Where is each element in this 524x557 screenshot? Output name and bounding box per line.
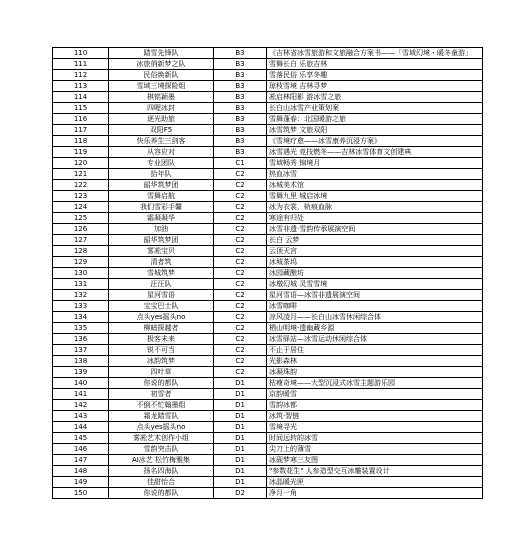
cell-project-title[interactable]: 雪韵冰都 [267, 400, 483, 411]
cell-team-name[interactable]: 星河雪语 [109, 290, 214, 301]
cell-project-title[interactable]: 热血冰雪 [267, 169, 483, 180]
cell-team-name[interactable]: 点头yes摇头no [109, 312, 214, 323]
cell-number[interactable]: 131 [53, 279, 109, 290]
cell-project-title[interactable]: 冰凝珠韵 [267, 367, 483, 378]
cell-number[interactable]: 125 [53, 213, 109, 224]
cell-team-name[interactable]: 快乐养生三剑客 [109, 136, 214, 147]
table-row [53, 246, 483, 257]
cell-project-title[interactable]: 时间远转的冰雪 [267, 433, 483, 444]
cell-number[interactable]: 145 [53, 433, 109, 444]
cell-group[interactable]: B3 [214, 48, 267, 59]
cell-group[interactable]: C2 [214, 279, 267, 290]
table-row [53, 213, 483, 224]
table-row [53, 433, 483, 444]
cell-project-title[interactable]: 京韵暖雪 [267, 389, 483, 400]
cell-team-name[interactable]: 不倒不忙翰墨组 [109, 400, 214, 411]
cell-team-name[interactable]: AI冰艺 松竹梅雅集 [109, 455, 214, 466]
cell-project-title[interactable]: 寒途有归处 [267, 213, 483, 224]
table-row [53, 114, 483, 125]
cell-team-name[interactable]: 宝宝巴士队 [109, 301, 214, 312]
cell-group[interactable]: B3 [214, 81, 267, 92]
cell-team-name[interactable]: 扬名四海队 [109, 466, 214, 477]
table-row [53, 202, 483, 213]
table-row [53, 301, 483, 312]
cell-number[interactable]: 141 [53, 389, 109, 400]
cell-group[interactable]: D1 [214, 466, 267, 477]
cell-project-title[interactable]: 冰为衣裳，轨痕血脉 [267, 202, 483, 213]
table-row [53, 268, 483, 279]
cell-team-name[interactable]: 锐不可当 [109, 345, 214, 356]
cell-project-title[interactable]: 尖刀上的薄雪 [267, 444, 483, 455]
cell-number[interactable]: 140 [53, 378, 109, 389]
table-row [53, 323, 483, 334]
cell-group[interactable]: D1 [214, 444, 267, 455]
table-row [53, 444, 483, 455]
cell-number[interactable]: 127 [53, 235, 109, 246]
cell-group[interactable]: C2 [214, 235, 267, 246]
cell-team-name[interactable]: 雾凇艺术创作小组 [109, 433, 214, 444]
cell-number[interactable]: 122 [53, 180, 109, 191]
table-row [53, 400, 483, 411]
cell-number[interactable]: 132 [53, 290, 109, 301]
cell-number[interactable]: 124 [53, 202, 109, 213]
cell-number[interactable]: 121 [53, 169, 109, 180]
cell-number[interactable]: 130 [53, 268, 109, 279]
cell-group[interactable]: B3 [214, 125, 267, 136]
cell-number[interactable]: 143 [53, 411, 109, 422]
cell-number[interactable]: 128 [53, 246, 109, 257]
cell-team-name[interactable]: 加油 [109, 224, 214, 235]
table-row [53, 158, 483, 169]
cell-project-title[interactable]: 冰雪筑梦 文旅双阳 [267, 125, 483, 136]
cell-team-name[interactable]: 韶华筑梦团 [109, 235, 214, 246]
table-row [53, 290, 483, 301]
cell-number[interactable]: 146 [53, 444, 109, 455]
cell-team-name[interactable]: 佳甜怡合 [109, 477, 214, 488]
cell-group[interactable]: D1 [214, 378, 267, 389]
cell-team-name[interactable]: 雪域三境探险组 [109, 81, 214, 92]
cell-project-title[interactable]: 栖山明境·遗幽藏乡源 [267, 323, 483, 334]
table-row [53, 180, 483, 191]
cell-number[interactable]: 126 [53, 224, 109, 235]
cell-number[interactable]: 110 [53, 48, 109, 59]
table-row [53, 334, 483, 345]
cell-team-name[interactable]: 专业团队 [109, 158, 214, 169]
cell-group[interactable]: B3 [214, 114, 267, 125]
cell-number[interactable]: 137 [53, 345, 109, 356]
cell-group[interactable]: B3 [214, 59, 267, 70]
cell-number[interactable]: 114 [53, 92, 109, 103]
cell-group[interactable]: D2 [214, 488, 267, 499]
cell-group[interactable]: C2 [214, 224, 267, 235]
cell-team-name[interactable]: 韶华筑梦团 [109, 180, 214, 191]
table-row [53, 345, 483, 356]
cell-group[interactable]: C2 [214, 334, 267, 345]
cell-group[interactable]: D1 [214, 400, 267, 411]
cell-group[interactable]: B3 [214, 147, 267, 158]
cell-group[interactable]: C2 [214, 312, 267, 323]
cell-number[interactable]: 123 [53, 191, 109, 202]
cell-number[interactable]: 113 [53, 81, 109, 92]
cell-team-name[interactable]: 四叶草 [109, 367, 214, 378]
cell-project-title[interactable]: 琼枝雪境 吉林寻梦 [267, 81, 483, 92]
table-row [53, 169, 483, 180]
cell-group[interactable]: C2 [214, 356, 267, 367]
cell-group[interactable]: C2 [214, 268, 267, 279]
cell-team-name[interactable]: 踏雪先锋队 [109, 48, 214, 59]
cell-team-name[interactable]: 四喔冰封 [109, 103, 214, 114]
cell-project-title[interactable]: 冰城茶坞 [267, 257, 483, 268]
table-row [53, 378, 483, 389]
table-row [53, 136, 483, 147]
cell-team-name[interactable]: 民俗焕新队 [109, 70, 214, 81]
cell-team-name[interactable]: 棋铭颖墨 [109, 92, 214, 103]
cell-group[interactable]: C2 [214, 191, 267, 202]
cell-team-name[interactable]: 霜龙踏雪队 [109, 411, 214, 422]
cell-team-name[interactable]: 点头yes摇头no [109, 422, 214, 433]
table-row [53, 422, 483, 433]
cell-number[interactable]: 115 [53, 103, 109, 114]
table-row [53, 477, 483, 488]
cell-project-title[interactable]: 冰雪遇光 竞技燃冬——吉林冰雪体育文创建典 [267, 147, 483, 158]
cell-group[interactable]: C2 [214, 169, 267, 180]
table-body [53, 48, 483, 499]
table-row [53, 367, 483, 378]
cell-team-name[interactable]: 双阳F5 [109, 125, 214, 136]
spreadsheet-table [52, 47, 483, 499]
cell-number[interactable]: 148 [53, 466, 109, 477]
cell-team-name[interactable]: 冰韵筑梦 [109, 356, 214, 367]
cell-group[interactable]: C2 [214, 202, 267, 213]
cell-team-name[interactable]: 逐光助旅 [109, 114, 214, 125]
table-row [53, 356, 483, 367]
cell-project-title[interactable]: 光影森林 [267, 356, 483, 367]
cell-group[interactable]: B3 [214, 92, 267, 103]
cell-project-title[interactable]: 雪舞九里 城启冰境 [267, 191, 483, 202]
cell-team-name[interactable]: 极客未来 [109, 334, 214, 345]
cell-project-title[interactable]: 冰晶暖光匣 [267, 477, 483, 488]
table-row [53, 70, 483, 81]
cell-number[interactable]: 117 [53, 125, 109, 136]
table-row [53, 389, 483, 400]
cell-group[interactable]: C2 [214, 213, 267, 224]
cell-number[interactable]: 111 [53, 59, 109, 70]
cell-number[interactable]: 142 [53, 400, 109, 411]
cell-team-name[interactable]: 你说的都队 [109, 378, 214, 389]
cell-group[interactable]: D1 [214, 422, 267, 433]
cell-project-title[interactable]: 枯瘦奇境——大型沉浸式冰雪主题游乐园 [267, 378, 483, 389]
cell-project-title[interactable]: 不止于居住 [267, 345, 483, 356]
cell-project-title[interactable]: 冰雪非遗·雪韵传承展演空间 [267, 224, 483, 235]
cell-group[interactable]: C2 [214, 301, 267, 312]
table-row [53, 455, 483, 466]
cell-team-name[interactable]: 汪汪队 [109, 279, 214, 290]
cell-team-name[interactable]: 清者筑 [109, 257, 214, 268]
cell-group[interactable]: D1 [214, 411, 267, 422]
cell-project-title[interactable]: 《雪境疗愈——冰雪康养沉浸方案》 [267, 136, 483, 147]
cell-group[interactable]: B3 [214, 70, 267, 81]
cell-team-name[interactable]: 拾年队 [109, 169, 214, 180]
cell-group[interactable]: C2 [214, 323, 267, 334]
table-row [53, 147, 483, 158]
table-row [53, 224, 483, 235]
cell-project-title[interactable]: 雪域畅秀 锦境月 [267, 158, 483, 169]
table-row [53, 191, 483, 202]
cell-team-name[interactable]: 霜凝凝华 [109, 213, 214, 224]
cell-number[interactable]: 112 [53, 70, 109, 81]
cell-project-title[interactable]: 冰墩幻城 灵雪雪境 [267, 279, 483, 290]
cell-number[interactable]: 120 [53, 158, 109, 169]
cell-project-title[interactable]: 冰雪驿站—冰雪运动休闲综合体 [267, 334, 483, 345]
cell-team-name[interactable]: 从容应对 [109, 147, 214, 158]
table-row [53, 312, 483, 323]
cell-project-title[interactable]: 冰雪咖啡 [267, 301, 483, 312]
cell-project-title[interactable]: 星河雪语—冰雪非遗展演空间 [267, 290, 483, 301]
cell-group[interactable]: C2 [214, 290, 267, 301]
cell-project-title[interactable]: 净月一角 [267, 488, 483, 499]
table-row [53, 125, 483, 136]
cell-number[interactable]: 138 [53, 356, 109, 367]
cell-number[interactable]: 129 [53, 257, 109, 268]
table-row [53, 92, 483, 103]
cell-group[interactable]: D1 [214, 389, 267, 400]
table-row [53, 103, 483, 114]
cell-group[interactable]: C1 [214, 158, 267, 169]
cell-number[interactable]: 136 [53, 334, 109, 345]
table-row [53, 235, 483, 246]
cell-project-title[interactable]: 冰园藏酿坊 [267, 268, 483, 279]
cell-project-title[interactable]: "参数花生" 人参造型交互冰雕装置设计 [267, 466, 483, 477]
cell-team-name[interactable]: 雪城筑梦 [109, 268, 214, 279]
cell-team-name[interactable]: 雾凇宝贝 [109, 246, 214, 257]
cell-project-title[interactable]: 凇启林阳影 游冰雪之旅 [267, 92, 483, 103]
cell-project-title[interactable]: 冰筑·智链 [267, 411, 483, 422]
cell-team-name[interactable]: 柳暗探越者 [109, 323, 214, 334]
cell-project-title[interactable]: 凉风凌月——长白山冰雪休闲综合体 [267, 312, 483, 323]
cell-team-name[interactable]: 我们雪彩手馨 [109, 202, 214, 213]
cell-project-title[interactable]: 长白山冰雪产业策划案 [267, 103, 483, 114]
table-row [53, 81, 483, 92]
cell-group[interactable]: C2 [214, 180, 267, 191]
cell-number[interactable]: 116 [53, 114, 109, 125]
cell-number[interactable]: 133 [53, 301, 109, 312]
cell-group[interactable]: D1 [214, 477, 267, 488]
cell-group[interactable]: C2 [214, 257, 267, 268]
cell-group[interactable]: C2 [214, 246, 267, 257]
cell-project-title[interactable]: 冰城美术馆 [267, 180, 483, 191]
cell-project-title[interactable]: 雪落民俗 乐享冬趣 [267, 70, 483, 81]
cell-number[interactable]: 118 [53, 136, 109, 147]
cell-project-title[interactable]: 长白 云梦 [267, 235, 483, 246]
cell-group[interactable]: C2 [214, 367, 267, 378]
cell-team-name[interactable]: 雪舞启航 [109, 191, 214, 202]
table-row [53, 48, 483, 59]
table-row [53, 466, 483, 477]
table-row [53, 257, 483, 268]
cell-number[interactable]: 134 [53, 312, 109, 323]
cell-project-title[interactable]: 雪舞蓬春：北国暖游之旅 [267, 114, 483, 125]
cell-group[interactable]: D1 [214, 455, 267, 466]
cell-number[interactable]: 150 [53, 488, 109, 499]
cell-project-title[interactable]: 冰砚梦寒三友图 [267, 455, 483, 466]
cell-group[interactable]: B3 [214, 136, 267, 147]
cell-group[interactable]: C2 [214, 345, 267, 356]
cell-number[interactable]: 149 [53, 477, 109, 488]
cell-group[interactable]: B3 [214, 103, 267, 114]
cell-project-title[interactable]: 《吉林省冰雪旅游和文旅融合方案书——「雪域幻境・暖冬童游」 [267, 48, 483, 59]
cell-project-title[interactable]: 雪境寻光 [267, 422, 483, 433]
cell-team-name[interactable]: 你说的都队 [109, 488, 214, 499]
table-row [53, 411, 483, 422]
cell-team-name[interactable]: 雪韵突击队 [109, 444, 214, 455]
cell-number[interactable]: 135 [53, 323, 109, 334]
cell-team-name[interactable]: 初雪者 [109, 389, 214, 400]
cell-team-name[interactable]: 冰旅俏新梦之队 [109, 59, 214, 70]
cell-number[interactable]: 119 [53, 147, 109, 158]
table-row [53, 59, 483, 70]
cell-number[interactable]: 139 [53, 367, 109, 378]
cell-project-title[interactable]: 雪舞长白 乐旅吉林 [267, 59, 483, 70]
cell-project-title[interactable]: 云顶天宫 [267, 246, 483, 257]
cell-number[interactable]: 144 [53, 422, 109, 433]
table-row [53, 279, 483, 290]
cell-number[interactable]: 147 [53, 455, 109, 466]
cell-group[interactable]: D1 [214, 433, 267, 444]
table-row [53, 488, 483, 499]
